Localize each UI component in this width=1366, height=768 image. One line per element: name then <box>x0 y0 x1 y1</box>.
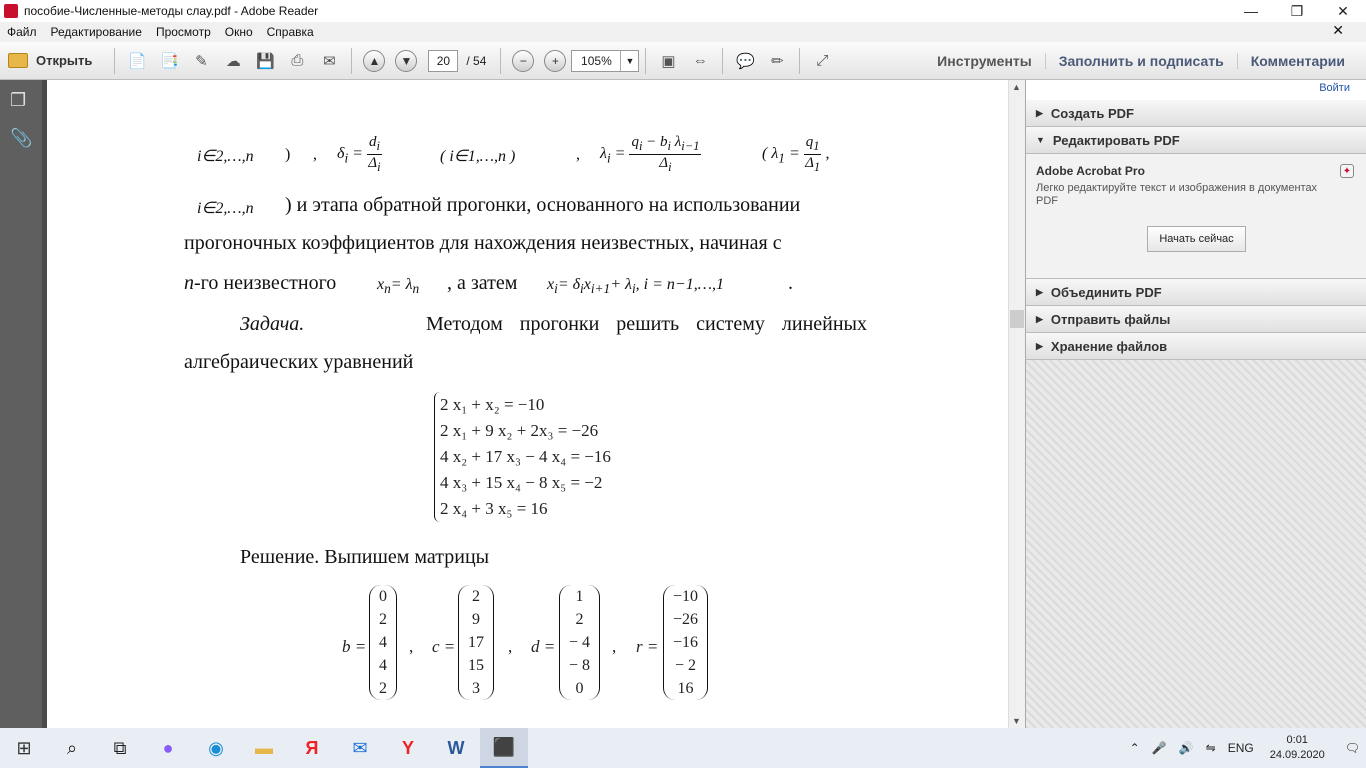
xn-x: x <box>377 276 385 293</box>
scroll-down-icon[interactable]: ▼ <box>1012 716 1021 726</box>
upload-icon[interactable]: ☁ <box>225 52 241 70</box>
matrix-b-cell: 0 <box>379 588 387 605</box>
highlight-icon[interactable]: ✏ <box>771 52 784 70</box>
tools-panel <box>1025 80 1366 728</box>
product-description: Легко редактируйте текст и изображения в документах PDF <box>1036 182 1318 207</box>
fullscreen-icon[interactable]: ⤢ <box>816 52 829 69</box>
zoom-select[interactable] <box>571 50 639 72</box>
open-label: Открыть <box>36 53 93 68</box>
menu-window[interactable]: Окно <box>224 25 253 39</box>
math-range-1: i∈2,…,n <box>197 148 254 165</box>
matrix-c-label: c = <box>432 637 456 656</box>
section-store-files[interactable] <box>1026 333 1366 360</box>
matrix-b-cell: 4 <box>379 657 387 674</box>
formula-xi <box>547 276 724 297</box>
equation-1: 2 x₁ + x₂ = −10 <box>440 395 545 414</box>
pages-icon[interactable]: ❐ <box>10 90 27 110</box>
page-total: / 54 <box>466 53 487 68</box>
file-explorer-icon[interactable]: ▬ <box>255 737 273 758</box>
lambda-num-sub: i−1 <box>681 139 700 153</box>
task-line <box>240 313 867 336</box>
menu-file[interactable]: Файл <box>7 25 37 39</box>
range-2-text: i∈1,…,n <box>449 148 506 165</box>
matrix-r-cell: −16 <box>673 634 699 651</box>
folder-icon <box>8 53 28 68</box>
doc-close-icon[interactable]: ✕ <box>1332 22 1344 38</box>
text-line-2: ) и этапа обратной прогонки, основанного на использовании <box>285 194 801 216</box>
equation-4: 4 x₃ + 15 x₄ − 8 x₅ = −2 <box>440 473 603 492</box>
matrix-d-cell: 0 <box>575 680 584 697</box>
next-page-button[interactable]: ▼ <box>395 50 417 72</box>
matrix-b-label: b = <box>342 637 367 656</box>
matrix-c-cell: 3 <box>472 680 480 697</box>
lambda1-formula: ( $\lambda_1$ = $\frac{q_1}{\Delta_1}$ , <box>762 134 830 174</box>
word-icon[interactable]: W <box>447 737 465 758</box>
math-range-3: i∈2,…,n <box>197 200 254 217</box>
matrix-b-cell: 4 <box>379 634 387 651</box>
scroll-thumb[interactable] <box>1010 310 1024 328</box>
xn-eq: = λ <box>390 276 413 293</box>
edit-pdf-body <box>1026 154 1366 279</box>
math-comma: , <box>313 146 317 163</box>
convert-pdf-icon[interactable]: 📑 <box>160 52 179 70</box>
xi-plus-sub: i <box>631 281 636 297</box>
chevron-right-icon: ▶ <box>1036 286 1043 297</box>
text-then: , а затем <box>447 272 518 294</box>
menu-bar <box>0 22 1366 42</box>
yandex-browser-icon[interactable]: Y <box>401 737 414 758</box>
zoom-value: 105% <box>581 53 612 68</box>
lambda1-symbol: λ <box>771 145 779 163</box>
xi-x2-sub: i+1 <box>590 281 611 297</box>
equation-system <box>434 392 611 522</box>
matrix-r <box>663 585 708 700</box>
lambda1-num-sub: 1 <box>813 139 820 153</box>
lambda-num-q: q <box>631 134 639 150</box>
left-nav-panel <box>0 80 42 728</box>
create-pdf-icon[interactable]: 📄 <box>128 52 147 70</box>
lambda-den-sub: i <box>668 160 672 174</box>
section-label: Хранение файлов <box>1050 338 1168 354</box>
lambda-num-l: λ <box>674 134 682 150</box>
start-now-button[interactable]: Начать сейчас <box>1147 226 1246 252</box>
scroll-up-icon[interactable]: ▲ <box>1012 82 1021 92</box>
section-create-pdf[interactable] <box>1026 100 1366 127</box>
matrix-b-cell: 2 <box>379 680 387 697</box>
network-icon[interactable]: ⇋ <box>1205 741 1216 755</box>
text-dot: . <box>788 272 793 294</box>
minimize-button[interactable]: — <box>1244 3 1258 19</box>
zoom-in-button[interactable]: + <box>544 50 566 72</box>
lambda1-num: q <box>805 134 814 150</box>
section-send-files[interactable] <box>1026 306 1366 333</box>
chevron-right-icon: ▶ <box>1036 340 1043 351</box>
matrix-r-cell: 16 <box>677 680 694 697</box>
yandex-icon[interactable]: Я <box>305 737 319 758</box>
comment-icon[interactable]: 💬 <box>736 52 755 70</box>
restore-button[interactable]: ❐ <box>1290 2 1304 19</box>
matrix-c-cell: 9 <box>472 611 480 628</box>
matrix-c-cell: 17 <box>468 634 484 651</box>
open-button[interactable] <box>8 53 92 68</box>
search-icon[interactable]: ⌕ <box>66 737 78 758</box>
xi-end: , i = n−1,…,1 <box>635 276 724 293</box>
xi-eq: = δ <box>557 276 581 293</box>
matrix-r-cell: −10 <box>673 588 699 605</box>
fit-width-icon[interactable]: ⇔ <box>692 52 708 69</box>
lambda-den: Δ <box>659 155 669 171</box>
tab-tools[interactable]: Инструменты <box>937 53 1032 69</box>
delta-den-sub: i <box>377 160 381 174</box>
formula-xn <box>377 276 419 297</box>
microphone-icon[interactable]: 🎤 <box>1151 741 1167 755</box>
windows-start-icon[interactable]: ⊞ <box>16 737 32 758</box>
notifications-icon[interactable]: 🗨 <box>1344 741 1360 755</box>
chevron-down-icon: ▼ <box>620 51 638 71</box>
math-comma-2: , <box>576 146 580 163</box>
equation-3: 4 x₂ + 17 x₃ − 4 x₄ = −16 <box>440 447 611 466</box>
section-label: Отправить файлы <box>1050 311 1171 327</box>
lambda-formula: $\lambda_i$ = $\frac{q_i - b_i \lambda_{i-1}}{\Delta_i}$ <box>600 134 700 174</box>
xi-sub: i <box>554 281 558 297</box>
matrix-b <box>369 585 397 700</box>
toolbar <box>0 42 1366 80</box>
clock[interactable] <box>1270 733 1325 763</box>
math-range-2: ( i∈1,…,n ) <box>440 148 516 165</box>
menu-edit[interactable]: Редактирование <box>50 25 142 39</box>
clock-date: 24.09.2020 <box>1269 749 1325 761</box>
email-icon[interactable]: ✉ <box>323 52 336 70</box>
mail-icon[interactable]: ✉ <box>352 737 368 758</box>
chevron-right-icon: ▶ <box>1036 313 1043 324</box>
equation-5: 2 x₄ + 3 x₅ = 16 <box>440 499 548 518</box>
matrix-d <box>559 585 600 700</box>
task-line-2: алгебраических уравнений <box>184 351 414 373</box>
section-label: Редактировать PDF <box>1052 132 1180 148</box>
delta-symbol: δ <box>337 145 345 163</box>
print-icon[interactable]: ⎙ <box>291 52 304 69</box>
xi-plus: + λ <box>610 276 632 293</box>
lambda1-den-sub: 1 <box>813 160 821 174</box>
fit-page-icon[interactable]: ▣ <box>661 52 676 70</box>
xi-x2: x <box>583 276 591 293</box>
text-line-3: прогоночных коэффициентов для нахождения неизвестных, начиная с <box>184 232 782 254</box>
zoom-out-button[interactable]: − <box>512 50 534 72</box>
language-indicator[interactable]: ENG <box>1227 741 1254 755</box>
xn-eq-sub: n <box>412 281 420 297</box>
clock-time: 0:01 <box>1286 734 1308 746</box>
delta-num: d <box>368 134 377 150</box>
close-button[interactable]: ✕ <box>1337 2 1349 19</box>
lambda-symbol: λ <box>600 145 607 163</box>
menu-help[interactable]: Справка <box>266 25 314 39</box>
delta-den: Δ <box>368 155 378 171</box>
section-combine-pdf[interactable] <box>1026 279 1366 306</box>
volume-icon[interactable]: 🔊 <box>1178 741 1194 755</box>
section-label: Создать PDF <box>1050 105 1134 121</box>
lambda1-sub: 1 <box>778 150 785 166</box>
tab-fill-sign[interactable]: Заполнить и подписать <box>1045 53 1237 69</box>
save-icon[interactable]: 💾 <box>256 52 275 70</box>
xi-x: x <box>547 276 555 293</box>
page-number-input[interactable]: 20 <box>428 50 458 72</box>
acrobat-icon: ✦ <box>1340 164 1354 178</box>
text-line-4a <box>184 272 336 295</box>
task-label: Задача. <box>240 313 305 335</box>
chevron-down-icon: ▼ <box>1036 135 1045 145</box>
edit-icon[interactable]: ✎ <box>195 52 208 70</box>
matrix-comma: , <box>409 637 414 656</box>
adobe-reader-taskbar-icon[interactable]: ⬛ <box>480 728 528 768</box>
matrix-d-cell: − 4 <box>569 634 591 651</box>
matrix-comma: , <box>508 637 513 656</box>
math-paren: ) <box>285 146 291 163</box>
taskbar <box>0 728 1366 768</box>
matrix-d-label: d = <box>531 637 556 656</box>
task-view-icon[interactable]: ⧉ <box>113 737 127 758</box>
equation-2: 2 x₁ + 9 x₂ + 2x₃ = −26 <box>440 421 599 440</box>
matrix-r-cell: −26 <box>673 611 699 628</box>
matrix-r-label: r = <box>636 637 659 656</box>
xn-sub: n <box>384 281 391 297</box>
attachment-icon[interactable]: 📎 <box>10 128 33 148</box>
lambda-num-b: − b <box>646 134 668 150</box>
section-label: Объединить PDF <box>1050 284 1162 300</box>
delta-sub: i <box>344 150 349 166</box>
window-title: пособие-Численные-методы слау.pdf - Adobe Reader <box>24 4 319 18</box>
matrix-d-cell: − 8 <box>569 657 591 674</box>
chevron-up-icon[interactable]: ⌃ <box>1129 741 1140 755</box>
delta-formula: $\delta_i$ = $\frac{d_i}{\Delta_i}$ <box>337 134 381 174</box>
delta-num-sub: i <box>376 139 380 153</box>
matrix-c-cell: 2 <box>472 588 480 605</box>
matrix-c-cell: 15 <box>468 657 484 674</box>
task-text: Методом прогонки решить систему линейных <box>426 313 867 335</box>
app-icon-purple[interactable]: ● <box>162 737 174 758</box>
lambda1-den: Δ <box>805 155 814 171</box>
solution-text: Решение. Выпишем матрицы <box>240 546 490 568</box>
prev-page-button[interactable]: ▲ <box>363 50 385 72</box>
section-edit-pdf[interactable] <box>1026 127 1366 154</box>
title-bar <box>0 0 1366 22</box>
product-title: Adobe Acrobat Pro <box>1036 164 1145 178</box>
matrix-d-cell: 2 <box>575 611 584 628</box>
chevron-right-icon: ▶ <box>1036 107 1043 118</box>
matrix-b-cell: 2 <box>379 611 387 628</box>
matrix-c <box>458 585 494 700</box>
document-scrollbar[interactable] <box>1008 80 1025 728</box>
matrix-d-cell: 1 <box>575 588 584 605</box>
matrix-comma: , <box>612 637 617 656</box>
menu-view[interactable]: Просмотр <box>155 25 211 39</box>
login-link[interactable]: Войти <box>1319 82 1350 94</box>
matrix-r-cell: − 2 <box>675 657 697 674</box>
text-unknown: -го неизвестного <box>194 272 337 294</box>
xi-eq-sub: i <box>580 281 584 297</box>
document-page <box>42 80 1008 728</box>
lambda-sub: i <box>606 150 611 166</box>
edge-icon[interactable]: ◉ <box>208 737 224 758</box>
adobe-reader-icon <box>4 4 18 18</box>
tab-comments[interactable]: Комментарии <box>1237 53 1358 69</box>
text-n: n <box>184 272 194 294</box>
